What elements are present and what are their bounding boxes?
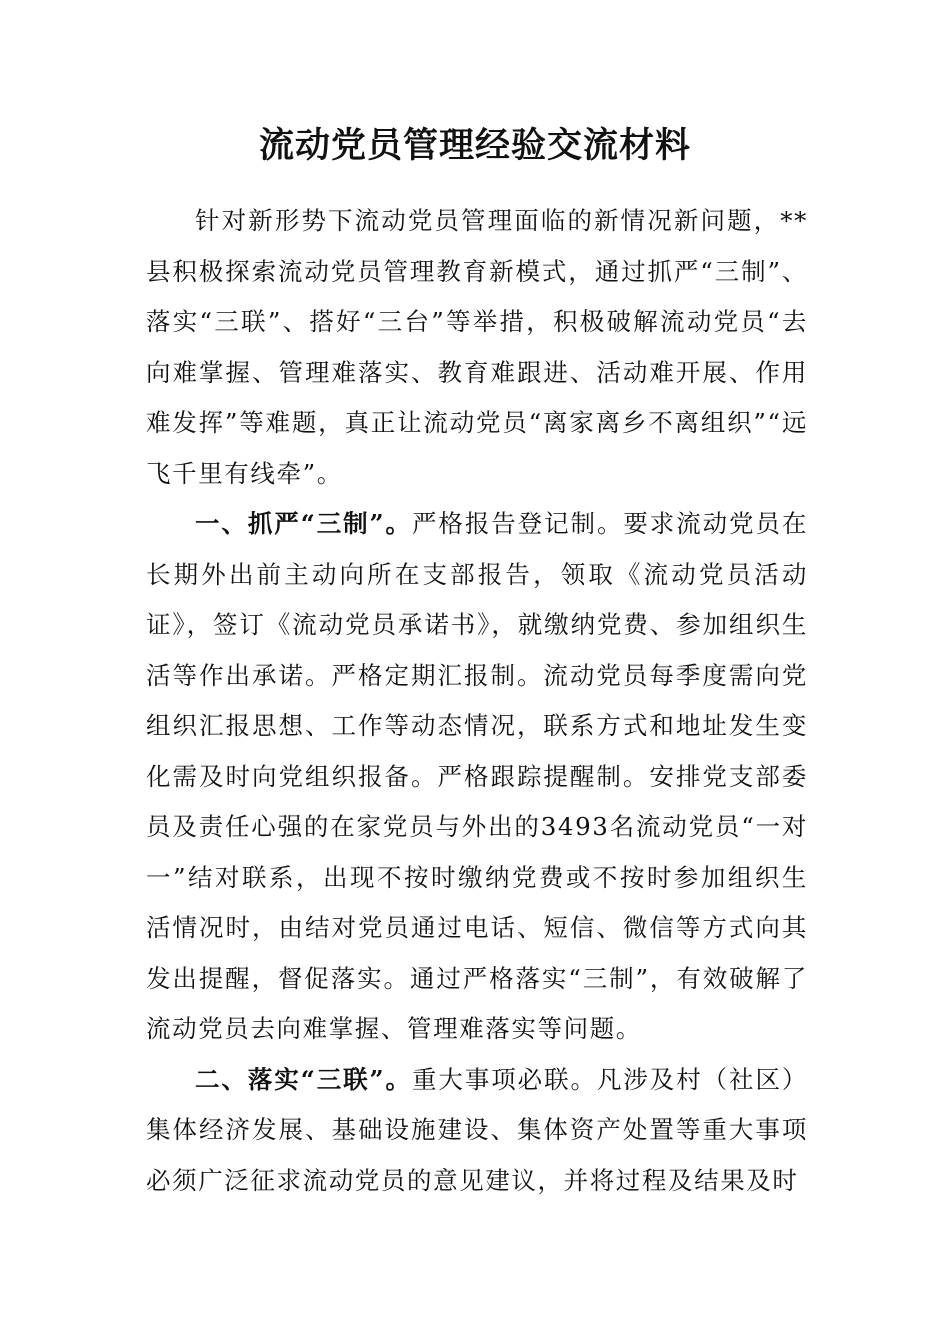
section-2-text: 重大事项必联。凡涉及村（社区）集体经济发展、基础设施建设、集体资产处置等重大事项必须广泛征求流动党员的意见建议，并将过程及结果及时 [146,1064,808,1195]
document-title: 流动党员管理经验交流材料 [258,125,691,166]
document-body [146,196,808,1206]
section-2-paragraph [146,1055,808,1207]
intro-paragraph: 针对新形势下流动党员管理面临的新情况新问题，**县积极探索流动党员管理教育新模式，通过抓严“三制”、落实“三联”、搭好“三台”等举措，积极破解流动党员“去向难掌握、管理难落实、教育难跟进、活动难开展、作用难发挥”等难题，真正让流动党员“离家离乡不离组织”“远飞千里有线牵”。 [146,206,808,488]
section-2-heading: 二、落实“三联”。 [195,1064,412,1094]
section-1-text: 严格报告登记制。要求流动党员在长期外出前主动向所在支部报告，领取《流动党员活动证》，签订《流动党员承诺书》，就缴纳党费、参加组织生活等作出承诺。严格定期汇报制。流动党员每季度需向党组织汇报思想、工作等动态情况，联系方式和地址发生变化需及时向党组织报备。严格跟踪提醒制。安排党支部委员及责任心强的在家党员与外出的3493名流动党员“一对一”结对联系，出现不按时缴纳党费或不按时参加组织生活情况时，由结对党员通过电话、短信、微信等方式向其发出提醒，督促落实。通过严格落实“三制”，有效破解了流动党员去向难掌握、管理难落实等问题。 [146,509,808,1043]
section-1-paragraph [146,499,808,1055]
section-1-heading: 一、抓严“三制”。 [195,509,412,538]
